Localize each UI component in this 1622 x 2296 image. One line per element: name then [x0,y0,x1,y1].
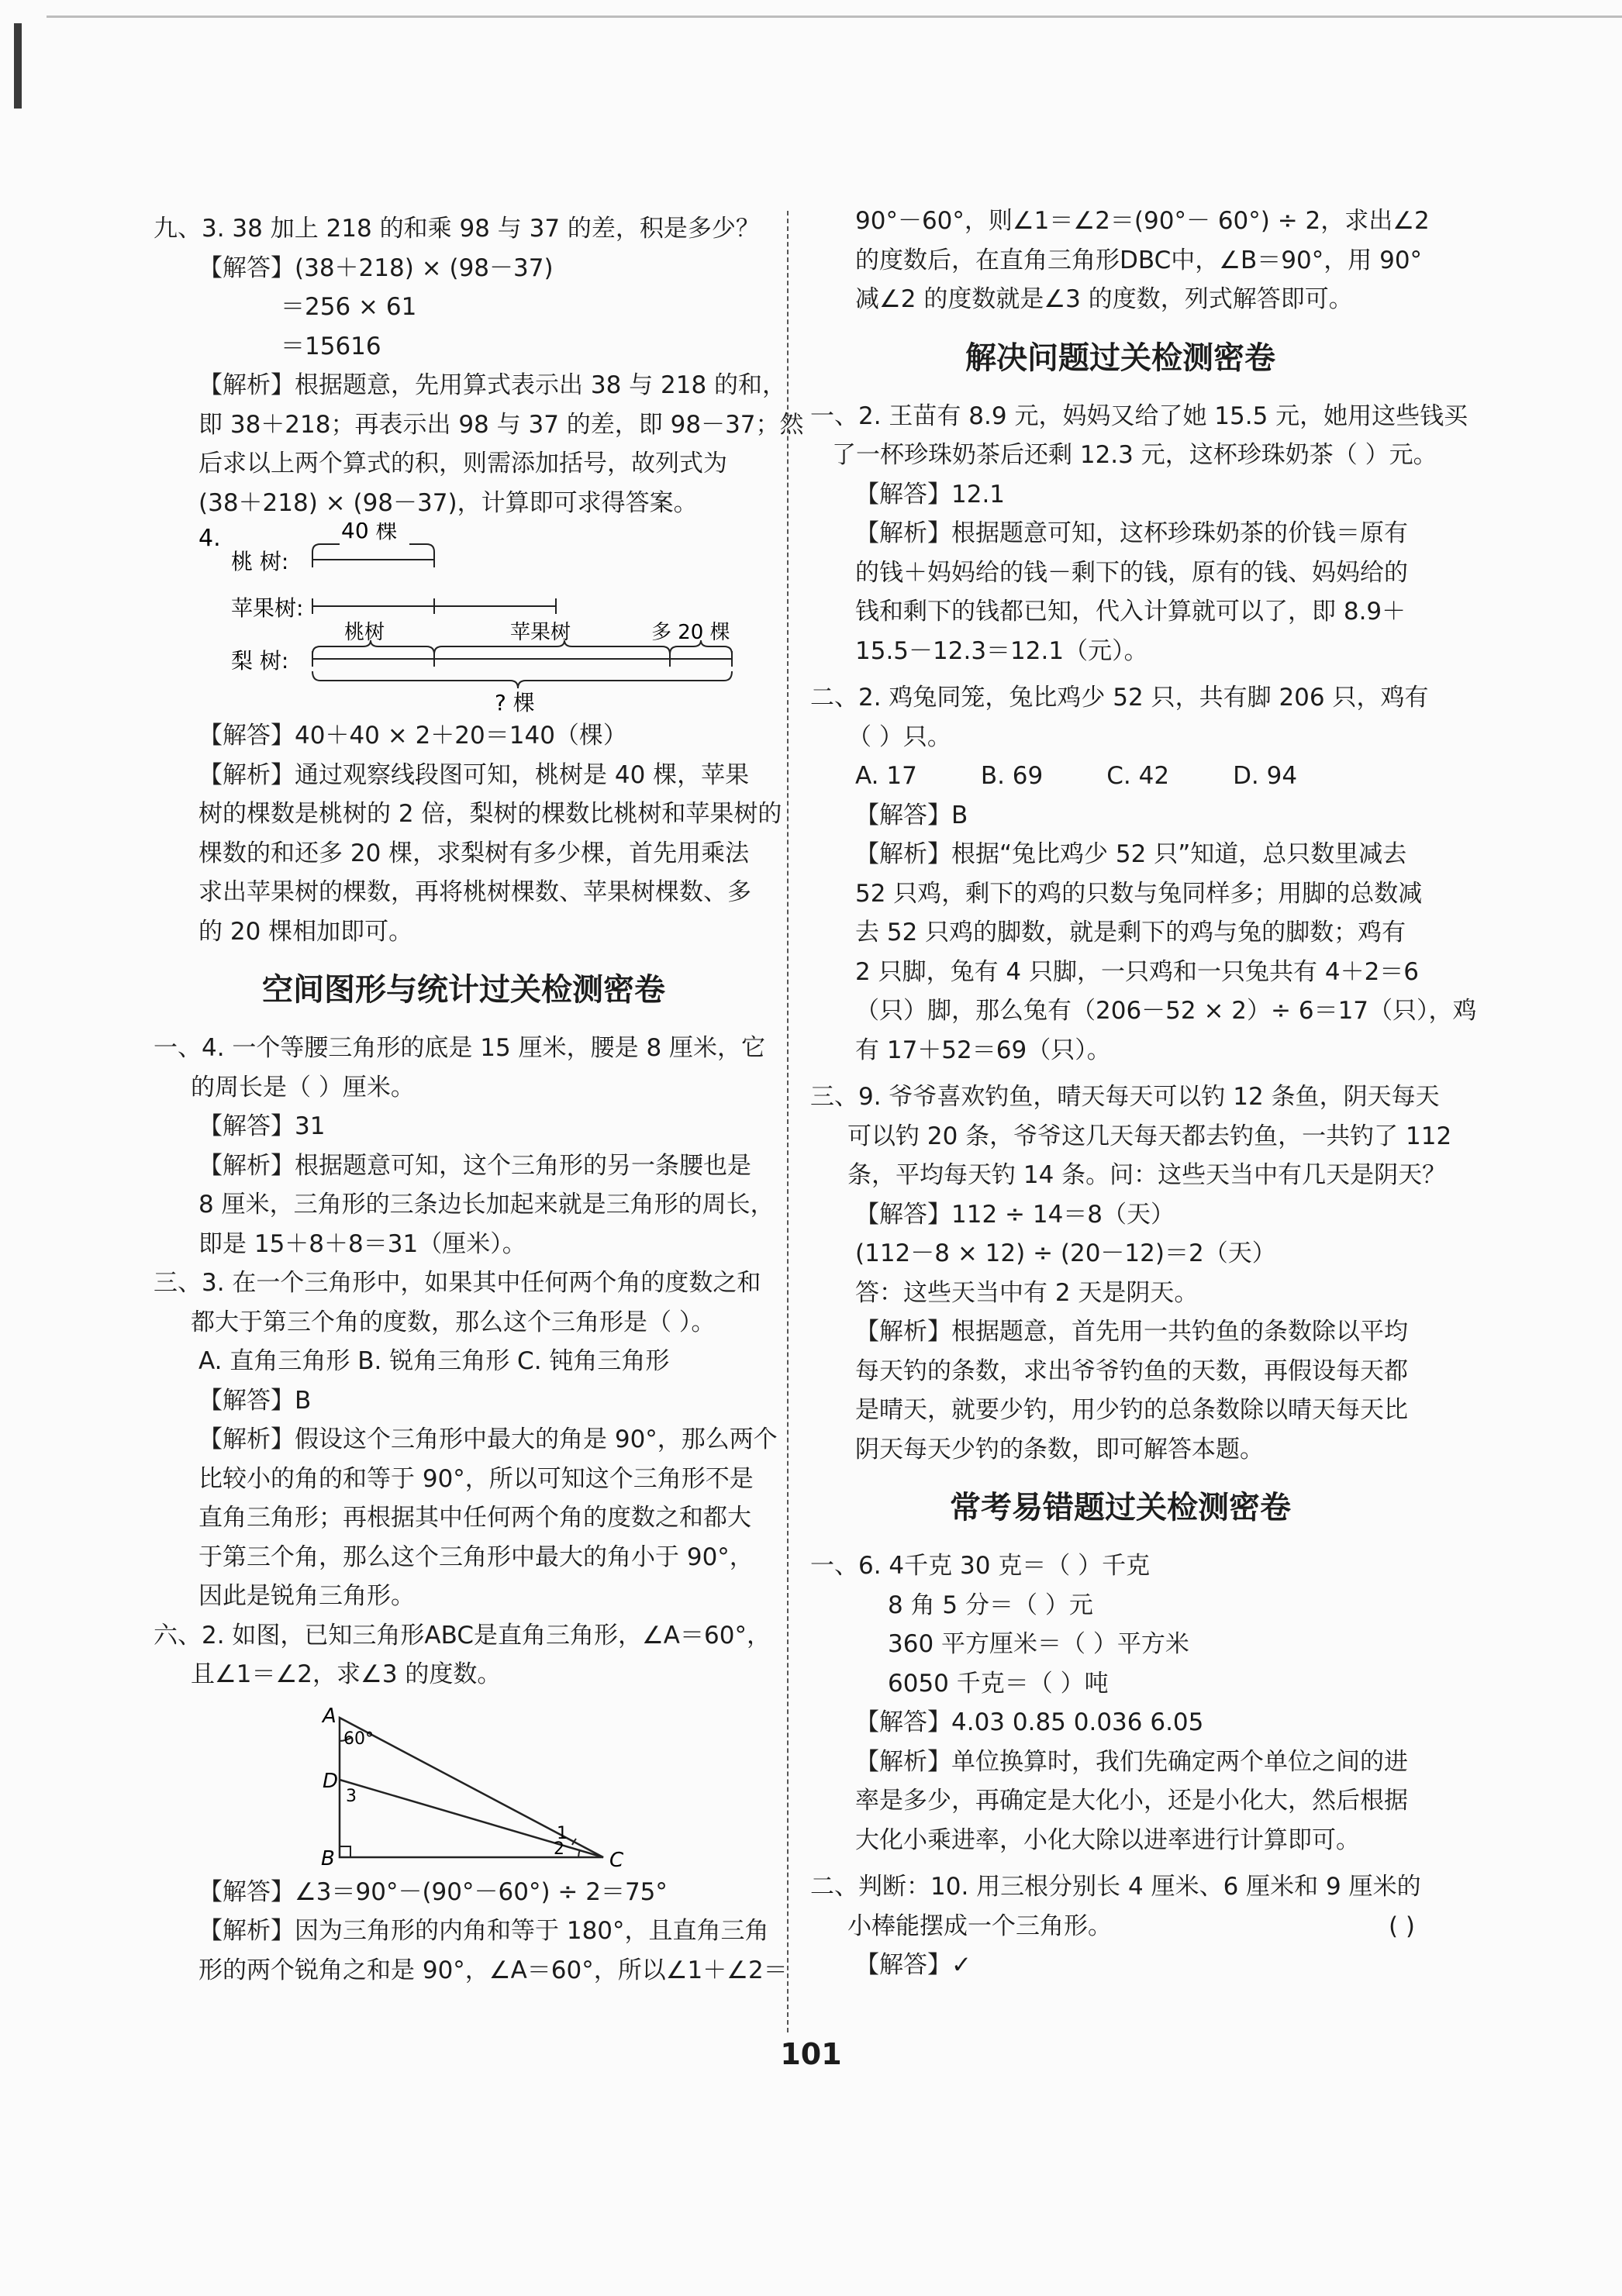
question-line: 了一杯珍珠奶茶后还剩 12.3 元，这杯珍珠奶茶（ ）元。 [832,441,1437,469]
question-line: 三、3. 在一个三角形中，如果其中任何两个角的度数之和 [154,1269,761,1297]
angle-60-label: 60° [343,1729,374,1749]
analysis-line: 有 17＋52＝69（只）。 [855,1036,1111,1064]
page-number: 101 [780,2037,842,2071]
question-line: 六、2. 如图，已知三角形ABC是直角三角形，∠A＝60°， [154,1621,771,1650]
question-line: 三、9. 爷爷喜欢钓鱼，晴天每天可以钓 12 条鱼，阴天每天 [810,1083,1440,1111]
analysis-line: (38＋218) × (98－37)，计算即可求得答案。 [198,488,698,517]
left-column [154,209,804,1990]
answer-line: 【解答】40＋40 × 2＋20＝140（棵） [198,722,627,750]
top-value-label: 40 棵 [341,522,398,543]
question-line: 都大于第三个角的度数，那么这个三角形是（ ）。 [191,1308,716,1336]
judgement-blank: ( ) [1388,1912,1415,1940]
bottom-brace [312,671,732,688]
analysis-line: 2 只脚，兔有 4 只脚，一只鸡和一只兔共有 4＋2＝6 [855,957,1420,986]
vertex-d: D [323,1769,339,1793]
analysis-line: 52 只鸡，剩下的鸡的只数与兔同样多；用脚的总数减 [855,879,1423,908]
options-row [810,757,1430,796]
analysis-line: 后求以上两个算式的积，则需添加括号，故列式为 [198,450,727,477]
analysis-line: （只）脚，那么兔有（206－52 × 2）÷ 6＝17（只），鸡 [855,997,1477,1025]
triangle-figure [154,1694,774,1873]
option-c: C. 42 [1106,762,1170,790]
answer-line: 【解答】12.1 [855,480,1006,508]
answer-line: 【解答】B [855,801,968,829]
analysis-continued: 减∠2 的度数就是∠3 的度数，列式解答即可。 [855,285,1353,313]
analysis-line: 的 20 棵相加即可。 [198,917,413,946]
seg-tao-label: 桃树 [344,621,385,644]
vertex-a: A [323,1704,336,1728]
answer-line: 【解答】(38＋218) × (98－37) [198,253,554,282]
answer-line: 【解答】∠3＝90°－(90°－60°) ÷ 2＝75° [198,1877,668,1906]
options-line: A. 直角三角形 B. 锐角三角形 C. 钝角三角形 [198,1347,670,1375]
analysis-line: 的钱＋妈妈给的钱－剩下的钱，原有的钱、妈妈给的 [855,558,1408,587]
vertex-b: B [321,1846,335,1870]
analysis-line: 树的棵数是桃树的 2 倍，梨树的棵数比桃树和苹果树的 [198,800,782,828]
section-title: 空间图形与统计过关检测密卷 [262,972,665,1008]
label-lishu: 梨 树: [231,648,289,674]
top-rule [47,16,1622,18]
right-angle-mark [340,1846,350,1857]
seg-pingguo-label: 苹果树 [510,621,571,644]
question-line: 且∠1＝∠2，求∠3 的度数。 [191,1660,502,1688]
analysis-line: 比较小的角的和等于 90°，所以可知这个三角形不是 [198,1464,754,1493]
question-9-3: 九、3. 38 加上 218 的和乘 98 与 37 的差，积是多少？ [154,215,760,243]
analysis-line: 【解析】根据题意可知，这个三角形的另一条腰也是 [198,1151,751,1180]
analysis-line: 【解析】假设这个三角形中最大的角是 90°，那么两个 [198,1426,778,1453]
triangle-svg [154,1694,774,1873]
seg-more-label: 多 20 棵 [651,621,730,644]
column-divider [787,211,789,2032]
section-title: 解决问题过关检测密卷 [965,340,1275,376]
top-brace [312,544,434,552]
analysis-line: 钱和剩下的钱都已知，代入计算就可以了，即 8.9＋ [855,598,1406,626]
right-column [810,202,1477,1985]
answer-line: 【解答】✓ [855,1951,971,1979]
analysis-line: 于第三个角，那么这个三角形中最大的角小于 90°， [198,1543,754,1571]
conversion-line: 8 角 5 分＝（ ）元 [888,1591,1093,1619]
analysis-line: 15.5－12.3＝12.1（元）。 [855,636,1148,665]
question-text: 小棒能摆成一个三角形。 [847,1912,1112,1940]
angle-3-label: 3 [346,1786,357,1806]
analysis-line: 【解析】单位换算时，我们先确定两个单位之间的进 [855,1747,1408,1776]
analysis-line: 即是 15＋8＋8＝31（厘米）。 [198,1229,526,1258]
analysis-line: 【解析】根据题意可知，这杯珍珠奶茶的价钱＝原有 [855,519,1408,547]
analysis-line: 是晴天，就要少钓，用少钓的总条数除以晴天每天比 [855,1396,1408,1424]
analysis-line: 形的两个锐角之和是 90°，∠A＝60°，所以∠1＋∠2＝ [198,1956,788,1984]
analysis-line: 直角三角形；再根据其中任何两个角的度数之和都大 [198,1504,751,1532]
answer-line: ＝256 × 61 [281,293,417,321]
option-b: B. 69 [980,762,1044,790]
question-line: 的周长是（ ）厘米。 [191,1073,415,1101]
conversion-line: 6050 千克＝（ ）吨 [888,1669,1109,1698]
analysis-line: 8 厘米，三角形的三条边长加起来就是三角形的周长， [198,1191,775,1219]
question-line: 一、2. 王苗有 8.9 元，妈妈又给了她 15.5 元，她用这些钱买 [810,402,1468,430]
question-number: 4. [198,525,221,552]
answer-line: 【解答】B [198,1386,312,1415]
vertex-c: C [609,1848,624,1872]
analysis-line: 因此是锐角三角形。 [198,1582,415,1610]
angle-1-label: 1 [557,1823,568,1843]
question-line: 二、2. 鸡兔同笼，兔比鸡少 52 只，共有脚 206 只，鸡有 [810,684,1429,712]
question-line: 可以钓 20 条，爷爷这几天每天都去钓鱼，一共钓了 112 [847,1122,1452,1150]
question-line: 条，平均每天钓 14 条。问：这些天当中有几天是阴天？ [847,1161,1447,1189]
segment-diagram-svg [154,522,774,716]
analysis-line: 即 38＋218；再表示出 98 与 37 的差，即 98－37；然 [198,410,804,439]
answer-line: 【解答】4.03 0.85 0.036 6.05 [855,1708,1204,1736]
binding-edge [14,23,22,109]
angle-2-label: 2 [554,1839,564,1859]
line-segment-diagram [154,522,774,716]
unknown-label: ? 棵 [495,690,535,715]
analysis-line: 每天钓的条数，求出爷爷钓鱼的天数，再假设每天都 [855,1357,1408,1385]
conversion-line: 一、6. 4千克 30 克＝（ ）千克 [810,1552,1151,1580]
question-line: 二、判断：10. 用三根分别长 4 厘米、6 厘米和 9 厘米的 [810,1873,1421,1901]
section-title: 常考易错题过关检测密卷 [950,1490,1291,1525]
analysis-line: 求出苹果树的棵数，再将桃树棵数、苹果树棵数、多 [198,878,751,906]
option-a: A. 17 [855,762,917,790]
analysis-line: 【解析】根据“兔比鸡少 52 只”知道，总只数里减去 [855,840,1407,868]
answer-line: (112－8 × 12) ÷ (20－12)＝2（天） [855,1239,1276,1267]
analysis-continued: 90°－60°，则∠1＝∠2＝(90°－ 60°) ÷ 2，求出∠2 [855,207,1430,235]
analysis-continued: 的度数后，在直角三角形DBC中，∠B＝90°，用 90° [855,246,1423,274]
analysis-line: 【解析】根据题意，先用算式表示出 38 与 218 的和， [198,371,787,399]
answer-line: 【解答】112 ÷ 14＝8（天） [855,1200,1175,1229]
analysis-line: 率是多少，再确定是大化小，还是小化大，然后根据 [855,1787,1408,1815]
analysis-line: 【解析】根据题意，首先用一共钓鱼的条数除以平均 [855,1318,1408,1346]
analysis-line: 大化小乘进率，小化大除以进率进行计算即可。 [855,1825,1360,1854]
conversion-line: 360 平方厘米＝（ ）平方米 [888,1630,1189,1658]
answer-line: ＝15616 [281,332,381,360]
analysis-line: 【解析】通过观察线段图可知，桃树是 40 棵，苹果 [198,760,750,789]
question-line-with-blank [810,1907,1430,1946]
answer-line: 【解答】31 [198,1112,326,1140]
question-line: 一、4. 一个等腰三角形的底是 15 厘米，腰是 8 厘米，它 [154,1034,766,1062]
option-d: D. 94 [1233,762,1298,790]
analysis-line: 去 52 只鸡的脚数，就是剩下的鸡与兔的脚数；鸡有 [855,919,1406,946]
analysis-line: 棵数的和还多 20 棵，求梨树有多少棵，首先用乘法 [198,839,750,867]
answer-line: 答：这些天当中有 2 天是阴天。 [855,1278,1199,1307]
label-taoshu: 桃 树: [231,549,289,574]
question-line: （ ）只。 [847,722,951,751]
label-pingguo: 苹果树: [231,595,304,621]
analysis-line: 阴天每天少钓的条数，即可解答本题。 [855,1435,1264,1463]
analysis-line: 【解析】因为三角形的内角和等于 180°，且直角三角 [198,1917,769,1945]
